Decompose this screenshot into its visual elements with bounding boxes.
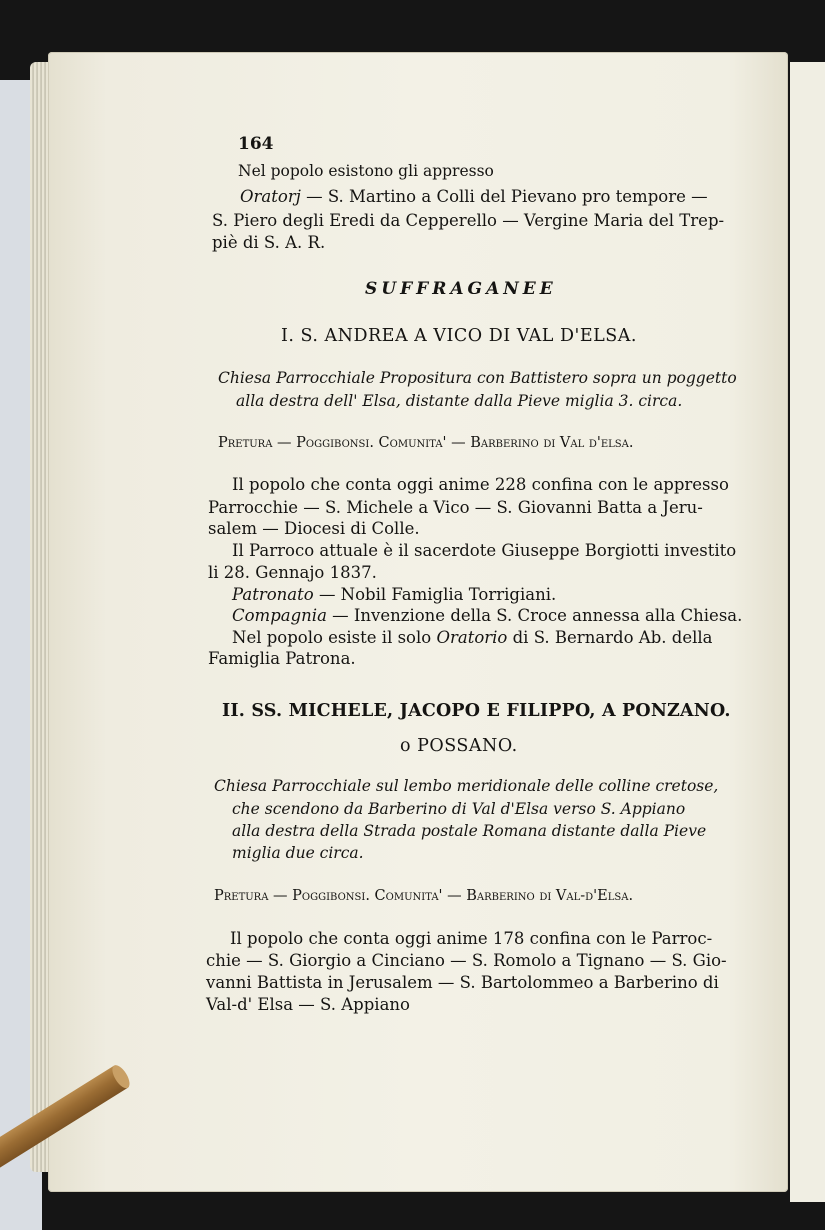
church1-p2-line-2: li 28. Gennajo 1837. — [208, 563, 377, 582]
intro-line-4: piè di S. A. R. — [212, 233, 326, 252]
church2-p1-line-1: Il popolo che conta oggi anime 178 confina con le Parroc- — [230, 929, 713, 948]
intro-line-2 — [240, 186, 708, 208]
church1-p1-line-2: Parrocchie — S. Michele a Vico — S. Giovanni Batta a Jeru- — [208, 498, 703, 517]
p3-start: Nel popolo esiste il solo — [232, 628, 432, 647]
page-number: 164 — [238, 134, 274, 154]
intro-line-2-rest: — S. Martino a Colli del Pievano pro tempore — — [306, 187, 708, 206]
intro-line-3: S. Piero degli Eredi da Cepperello — Vergine Maria del Trep- — [212, 211, 725, 230]
section-title: SUFFRAGANEE — [365, 279, 557, 299]
church1-p1-line-3: salem — Diocesi di Colle. — [208, 519, 420, 538]
church1-p1-line-1: Il popolo che conta oggi anime 228 confina con le appresso — [232, 475, 729, 494]
oratorj-label: Oratorj — [240, 187, 301, 206]
oratorio-label: Oratorio — [436, 628, 508, 647]
church2-p1-line-4: Val-d' Elsa — S. Appiano — [206, 995, 410, 1014]
p3-end: di S. Bernardo Ab. della — [512, 628, 713, 647]
church2-title-line-1: II. SS. MICHELE, JACOPO E FILIPPO, A PONZANO. — [222, 701, 731, 721]
patronato-text: — Nobil Famiglia Torrigiani. — [318, 585, 557, 604]
church1-desc-line-1: Chiesa Parrocchiale Propositura con Battistero sopra un poggetto — [218, 369, 737, 387]
compagnia-line — [232, 605, 742, 627]
church2-desc-line-3: alla destra della Strada postale Romana distante dalla Pieve — [232, 822, 707, 840]
church1-p2-line-1: Il Parroco attuale è il sacerdote Giuseppe Borgiotti investito — [232, 541, 737, 560]
patronato-label: Patronato — [232, 585, 314, 604]
church1-p3-line-2: Famiglia Patrona. — [208, 649, 356, 668]
compagnia-text: — Invenzione della S. Croce annessa alla Chiesa. — [332, 606, 743, 625]
church2-desc-line-1: Chiesa Parrocchiale sul lembo meridionale delle colline cretose, — [214, 777, 719, 795]
church1-desc-line-2: alla destra dell' Elsa, distante dalla Pieve miglia 3. circa. — [236, 392, 683, 410]
church2-desc-line-4: miglia due circa. — [232, 844, 364, 862]
church2-pretura: Pretura — Poggibonsi. Comunita' — Barberino di Val-d'Elsa. — [214, 888, 634, 904]
compagnia-label: Compagnia — [232, 606, 327, 625]
church1-p3-line-1 — [232, 627, 712, 649]
church2-desc-line-2: che scendono da Barberino di Val d'Elsa verso S. Appiano — [232, 800, 686, 818]
intro-line-1: Nel popolo esistono gli appresso — [238, 162, 494, 180]
church1-title: I. S. ANDREA A VICO DI VAL D'ELSA. — [281, 326, 637, 346]
church2-p1-line-2: chie — S. Giorgio a Cinciano — S. Romolo a Tignano — S. Gio- — [206, 951, 727, 970]
church2-title-line-2: o POSSANO. — [400, 736, 518, 756]
church1-pretura: Pretura — Poggibonsi. Comunita' — Barberino di Val d'elsa. — [218, 435, 634, 451]
patronato-line — [232, 584, 556, 606]
church2-p1-line-3: vanni Battista in Jerusalem — S. Bartolommeo a Barberino di — [206, 973, 719, 992]
